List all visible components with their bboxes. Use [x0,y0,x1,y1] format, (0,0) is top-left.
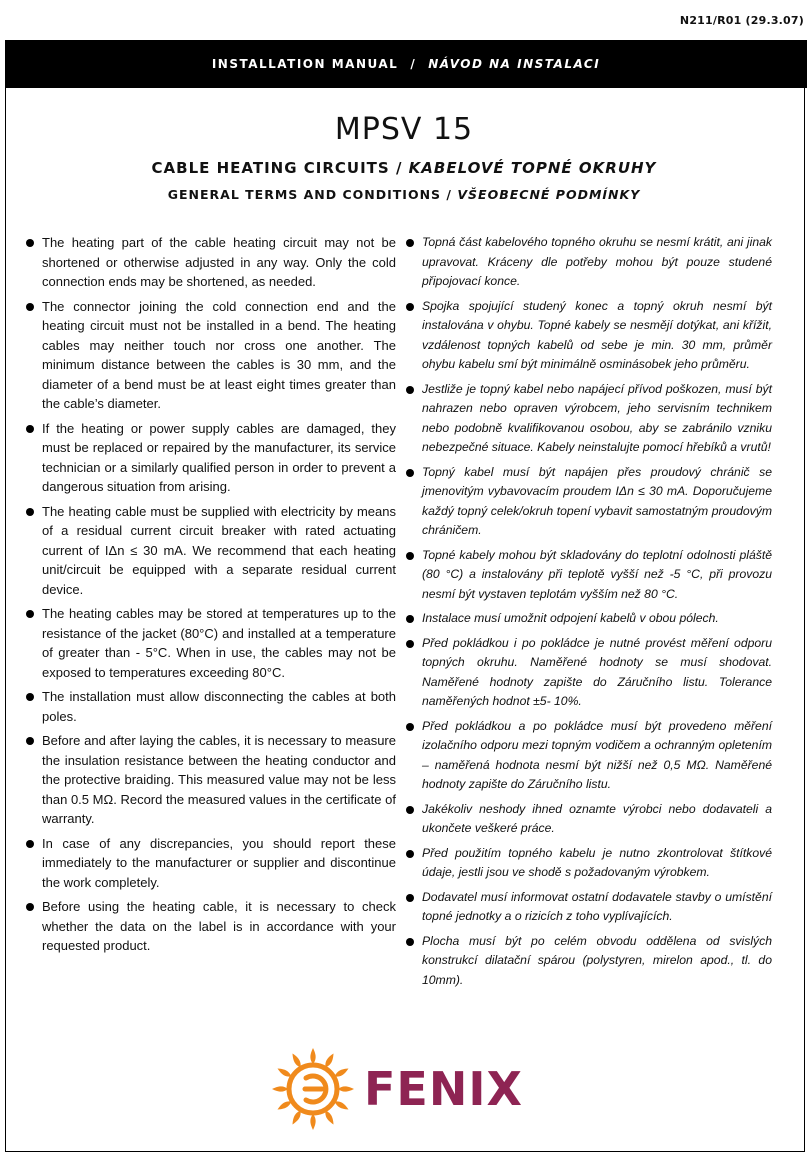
bullet-icon [406,386,414,394]
english-term-text: If the heating or power supply cables are damaged, they must be replaced or repaired by the manufacturer, its service technician or a similarly qualified person in order to prevent a dangerous situation from arising. [42,420,396,494]
english-term-text: The connector joining the cold connection end and the heating circuit must not be installed in a bend. The heating cables may neither touch nor cross one another. The minimum distance between the cables is 30 mm, and the diameter of a bend must be at least eight times greater than the cable’s diameter. [42,298,396,411]
english-term-text: The heating part of the cable heating circuit may not be shortened or otherwise adjusted in any way. Only the cold connection ends may be shortened, as needed. [42,235,396,289]
subtitle-circuits-separator: / [395,159,403,177]
english-term-item [26,731,396,829]
czech-term-text: Před použitím topného kabelu je nutno zkontrolovat štítkové údaje, jestli jsou ve shodě s požadovaným výrobkem. [422,845,772,879]
bullet-icon [406,850,414,858]
bullet-icon [406,806,414,814]
english-term-item [26,233,396,292]
czech-term-text: Jestliže je topný kabel nebo napájecí přívod poškozen, musí být nahrazen nebo opraven výrobcem, jeho servisním technikem nebo podobně kvalifikovanou osobou, aby se zabránilo vzniku nebezpečné situace. Kabely neinstalujte pomocí hřebíků a vrutů! [422,381,772,454]
english-term-text: The heating cables may be stored at temperatures up to the resistance of the jacket (80°C) and installed at a temperature of greater than - 5°C. When in use, the cables may not be exposed to temperatures exceeding 80°C. [42,606,396,680]
bullet-icon [406,469,414,477]
english-term-item [26,297,396,414]
english-term-item [26,419,396,497]
bullet-icon [406,303,414,311]
czech-term-item [406,297,772,375]
czech-term-item [406,932,772,991]
sun-logo-icon [270,1046,356,1132]
czech-term-text: Topné kabely mohou být skladovány do teplotní odolnosti pláště (80 °C) a instalovány při teplotě vyšší než -5 °C, při provozu nesmí být vystaven teplotám vyšším než 80 °C. [422,547,772,601]
subtitle-terms-cz: VŠEOBECNÉ PODMÍNKY [457,187,641,202]
subtitle-terms-en: GENERAL TERMS AND CONDITIONS [167,187,442,202]
bullet-icon [406,938,414,946]
czech-term-text: Před pokládkou a po pokládce musí být provedeno měření izolačního odporu mezi topným vodičem a ochranným opletením – naměřená hodnota nesmí být nižší než 0,5 MΩ. Naměřené hodnoty zapište do Záručního listu. [422,718,772,791]
english-term-text: Before and after laying the cables, it is necessary to measure the insulation resistance between the heating conductor and the protective braiding. This measured value may not be less than 0.5 MΩ. Record the measured values in the certificate of warranty. [42,733,396,826]
czech-term-text: Topná část kabelového topného okruhu se nesmí krátit, ani jinak upravovat. Kráceny dle potřeby mohou být pouze studené připojovací konce. [422,235,772,288]
bullet-icon [26,610,34,618]
bullet-icon [26,508,34,516]
subtitle-circuits-cz: KABELOVÉ TOPNÉ OKRUHY [408,159,657,177]
banner-separator: / [410,57,417,71]
czech-term-text: Spojka spojující studený konec a topný okruh nesmí být instalována v ohybu. Topné kabely se nesmějí dotýkat, ani křížit, vzdálenost topných kabelů od sebe je min. 30 mm, průměr ohybu kabelu smí být minimálně osminásobek jeho průměru. [422,298,772,371]
subtitle-terms [0,187,808,202]
czech-term-item [406,800,772,839]
bullet-icon [406,552,414,560]
czech-term-text: Dodavatel musí informovat ostatní dodavatele stavby o umístění topné jednotky a o rizicích z toho vyplívajících. [422,889,772,923]
model-title: MPSV 15 [334,112,474,147]
bullet-icon [406,723,414,731]
czech-term-text: Instalace musí umožnit odpojení kabelů v obou pólech. [422,611,719,625]
bullet-icon [26,303,34,311]
bullet-icon [406,894,414,902]
subtitle-terms-separator: / [446,187,452,202]
banner-title-cz: NÁVOD NA INSTALACI [428,57,601,71]
title-banner [5,40,807,88]
brand-name: FENIX [364,1062,523,1116]
banner-title-en: INSTALLATION MANUAL [211,57,399,71]
czech-term-item [406,844,772,883]
english-term-item [26,687,396,726]
english-term-item [26,502,396,600]
czech-term-text: Jakékoliv neshody ihned oznamte výrobci nebo dodavateli a ukončete veškeré práce. [422,801,772,835]
czech-term-item [406,609,772,629]
document-reference: N211/R01 (29.3.07) [679,14,804,27]
czech-term-item [406,634,772,712]
czech-term-item [406,463,772,541]
english-term-item [26,604,396,682]
english-terms-list [26,233,396,961]
bullet-icon [406,640,414,648]
bullet-icon [26,239,34,247]
czech-term-text: Plocha musí být po celém obvodu oddělena od svislých konstrukcí dilatační spárou (polystyren, mirelon apod., tl. do 10mm). [422,933,772,987]
fenix-logo [270,1044,570,1134]
czech-term-item [406,380,772,458]
czech-term-item [406,717,772,795]
czech-term-text: Topný kabel musí být napájen přes proudový chránič se jmenovitým vybavovacím proudem IΔn ≤ 30 mA. Doporučujeme každý topný celek/okruh topení vybavit samostatným proudovým chráničem. [422,464,772,537]
english-term-text: In case of any discrepancies, you should report these immediately to the manufacturer or supplier and discontinue the work completely. [42,835,396,890]
bullet-icon [26,840,34,848]
czech-term-item [406,546,772,605]
czech-term-text: Před pokládkou i po pokládce je nutné provést měření odporu topných okruhu. Naměřené hodnoty se musí shodovat. Naměřené hodnoty zapište do Záručního listu. Tolerance naměřených hodnot ±5- 10%. [422,635,772,708]
english-term-text: The installation must allow disconnecting the cables at both poles. [42,689,396,724]
bullet-icon [406,239,414,247]
subtitle-circuits-en: CABLE HEATING CIRCUITS [151,159,390,177]
czech-terms-list [406,233,772,995]
english-term-item [26,897,396,956]
czech-term-item [406,233,772,292]
bullet-icon [26,425,34,433]
subtitle-circuits [0,159,808,177]
bullet-icon [26,903,34,911]
bullet-icon [26,693,34,701]
english-term-text: The heating cable must be supplied with electricity by means of a residual current circuit breaker with rated actuating current of IΔn ≤ 30 mA. We recommend that each heating unit/circuit be equipped with a separate residual current device. [42,503,396,597]
bullet-icon [406,615,414,623]
english-term-item [26,834,396,893]
czech-term-item [406,888,772,927]
bullet-icon [26,737,34,745]
english-term-text: Before using the heating cable, it is necessary to check whether the data on the label is in accordance with your requested product. [42,899,396,953]
